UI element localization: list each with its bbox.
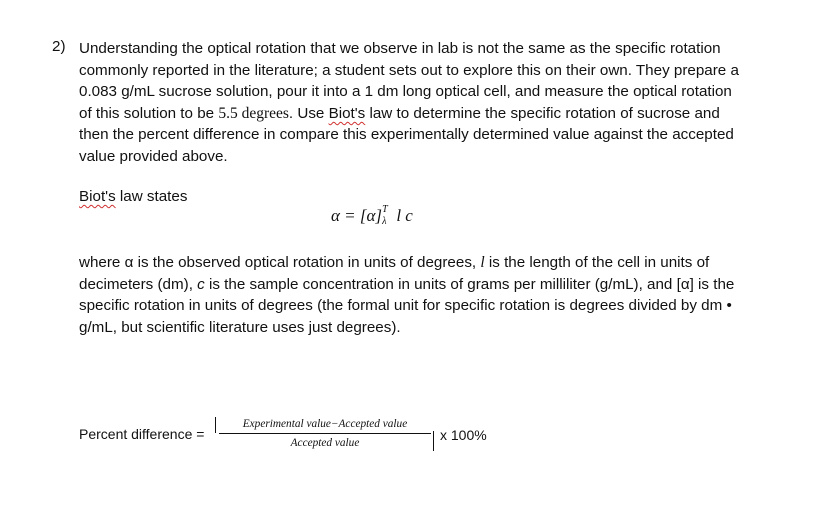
l-symbol: l [480, 254, 485, 271]
definitions-part1: where α is the observed optical rotation in units of degrees, [79, 254, 481, 271]
biot-law-heading [79, 187, 187, 207]
variable-definitions [79, 252, 739, 338]
equation-scripts [382, 204, 392, 228]
abs-bar-right [433, 431, 434, 451]
law-states-text: law states [115, 188, 188, 205]
equation-rhs: l c [392, 206, 413, 225]
c-symbol: c [197, 275, 205, 293]
biot-word: Biot's [79, 188, 116, 205]
fraction-denominator: Accepted value [290, 437, 360, 449]
question-2 [52, 38, 742, 168]
question-text-part1: Understanding the optical rotation that we observe in lab is not the same as the specific rotation commonly reported in the literature; a student sets out to explore this on their own. They prepare a 0.083 g/mL sucrose solution, pour it into a 1 dm long optical cell, and measure the optical rotation of this solution to be [79, 40, 739, 122]
percent-difference-fraction [219, 417, 431, 450]
equation-superscript: T [382, 204, 388, 216]
question-text [79, 38, 742, 168]
percent-difference-label: Percent difference = [79, 426, 205, 442]
biot-word-spellcheck: Biot's [328, 104, 366, 122]
question-text-part2: . Use [288, 104, 329, 122]
fraction-numerator: Experimental value−Accepted value [242, 418, 408, 430]
question-text-part3: law to determine the specific rotation of sucrose and then the percent difference in compare this experimentally determined value against the accepted value provided above. [79, 104, 734, 165]
definitions-part2: is the length of the cell in units of decimeters (dm), [79, 254, 710, 293]
question-number: 2) [52, 38, 66, 55]
equation-subscript: λ [382, 216, 387, 228]
fraction-bar [219, 433, 431, 434]
percent-multiplier: x 100% [440, 427, 487, 443]
biot-equation [331, 206, 413, 226]
definitions-part3: is the sample concentration in units of grams per milliliter (g/mL), and [α] is the specific rotation in units of degrees (the formal unit for specific rotation is degrees divided by dm • g/mL, but scientific literature uses just degrees). [79, 275, 735, 336]
rotation-value: 5.5 degrees [218, 104, 289, 122]
equation-lhs: α = [α] [331, 206, 383, 225]
abs-bar-left [215, 417, 216, 433]
